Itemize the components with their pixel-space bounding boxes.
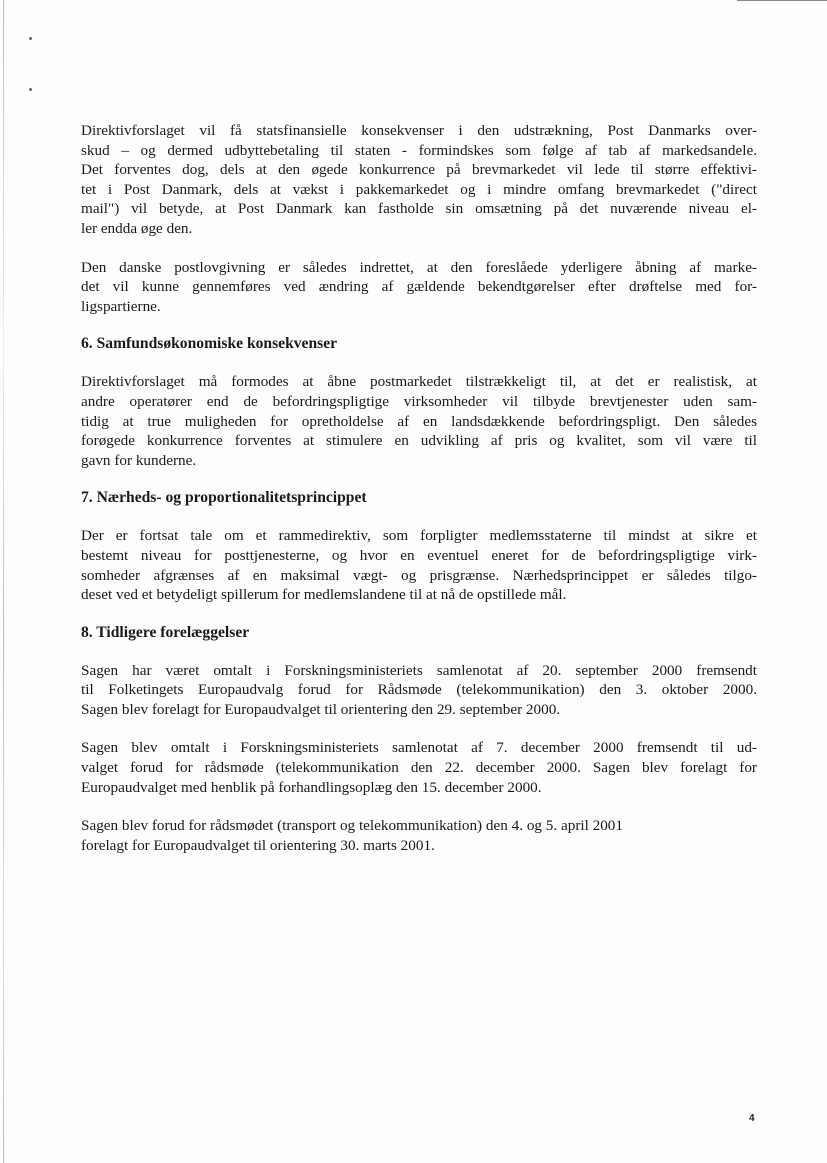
text-line: forelagt for Europaudvalget til orientering 30. marts 2001. — [81, 836, 435, 854]
scan-edge-top — [737, 0, 827, 1]
text-line: Det forventes dog, dels at den øgede konkurrence på brevmarkedet vil lede til større effektivi- — [81, 161, 757, 179]
text-line: somheder afgrænses af en maksimal vægt- og prisgrænse. Nærhedsprincippet er således tilgo- — [81, 566, 757, 584]
paragraph-intro-1 — [81, 121, 757, 239]
scan-speck — [29, 37, 32, 40]
text-line: det vil kunne gennemføres ved ændring af gældende bekendtgørelser efter drøftelse med for- — [81, 278, 757, 296]
paragraph-section-8-2 — [81, 738, 757, 797]
text-line: ler endda øge den. — [81, 219, 193, 237]
section-heading-8: 8. Tidligere forelæggelser — [81, 623, 250, 641]
document-body — [81, 121, 757, 855]
section-heading-7: 7. Nærheds- og proportionalitetsprincippet — [81, 489, 367, 507]
text-line: Direktivforslaget vil få statsfinansielle konsekvenser i den udstrækning, Post Danmarks over- — [81, 122, 757, 139]
text-line: Den danske postlovgivning er således indrettet, at den foreslåede yderligere åbning af marke- — [81, 258, 757, 276]
paragraph-section-7 — [81, 526, 757, 604]
text-line: Sagen blev omtalt i Forskningsministeriets samlenotat af 7. december 2000 fremsendt til ud- — [81, 739, 757, 757]
scan-edge-left — [3, 0, 4, 1163]
paragraph-section-8-1 — [81, 661, 757, 720]
paragraph-section-6 — [81, 372, 757, 470]
text-line: gavn for kunderne. — [81, 451, 197, 469]
text-line: bestemt niveau for posttjenesterne, og hvor en eventuel eneret for de befordringspligtige virk- — [81, 546, 757, 564]
text-line: forøgede konkurrence forventes at stimulere en udvikling af pris og kvalitet, som vil være til — [81, 432, 757, 450]
section-heading-6: 6. Samfundsøkonomiske konsekvenser — [81, 335, 338, 353]
scan-speck — [29, 88, 32, 91]
text-line: Der er fortsat tale om et rammedirektiv, som forpligter medlemsstaterne til mindst at sikre et — [81, 527, 757, 545]
text-line: Sagen har været omtalt i Forskningsministeriets samlenotat af 20. september 2000 fremsendt — [81, 661, 757, 679]
text-line: Sagen blev forud for rådsmødet (transport og telekommunikation) den 4. og 5. april 2001 — [81, 817, 623, 835]
text-line: ligspartierne. — [81, 297, 161, 315]
text-line: tidig at true muligheden for opretholdelse af en landsdækkende befordringspligt. Den således — [81, 412, 757, 430]
text-line: tet i Post Danmark, dels at vækst i pakkemarkedet og i mindre omfang brevmarkedet ("direct — [81, 180, 757, 198]
text-line: til Folketingets Europaudvalg forud for Rådsmøde (telekommunikation) den 3. oktober 2000. — [81, 681, 757, 699]
text-line: skud – og dermed udbyttebetaling til staten - formindskes som følge af tab af markedsandele. — [81, 141, 757, 159]
paragraph-intro-2 — [81, 258, 757, 317]
text-line: andre operatører end de befordringspligtige virksomheder vil tilbyde brevtjenester uden sam- — [81, 392, 757, 410]
text-line: Europaudvalget med henblik på forhandlingsoplæg den 15. december 2000. — [81, 778, 542, 796]
text-line: valget forud for rådsmøde (telekommunikation den 22. december 2000. Sagen blev forelagt for — [81, 759, 757, 777]
text-line: Direktivforslaget må formodes at åbne postmarkedet tilstrækkeligt til, at det er realistisk, at — [81, 373, 757, 391]
paragraph-section-8-3 — [81, 816, 757, 855]
text-line: mail") vil betyde, at Post Danmark kan fastholde sin omsætning på det nuværende niveau el- — [81, 200, 757, 218]
text-line: Sagen blev forelagt for Europaudvalget til orientering den 29. september 2000. — [81, 700, 561, 718]
page-number: 4 — [749, 1113, 755, 1124]
text-line: deset ved et betydeligt spillerum for medlemslandene til at nå de opstillede mål. — [81, 586, 567, 604]
